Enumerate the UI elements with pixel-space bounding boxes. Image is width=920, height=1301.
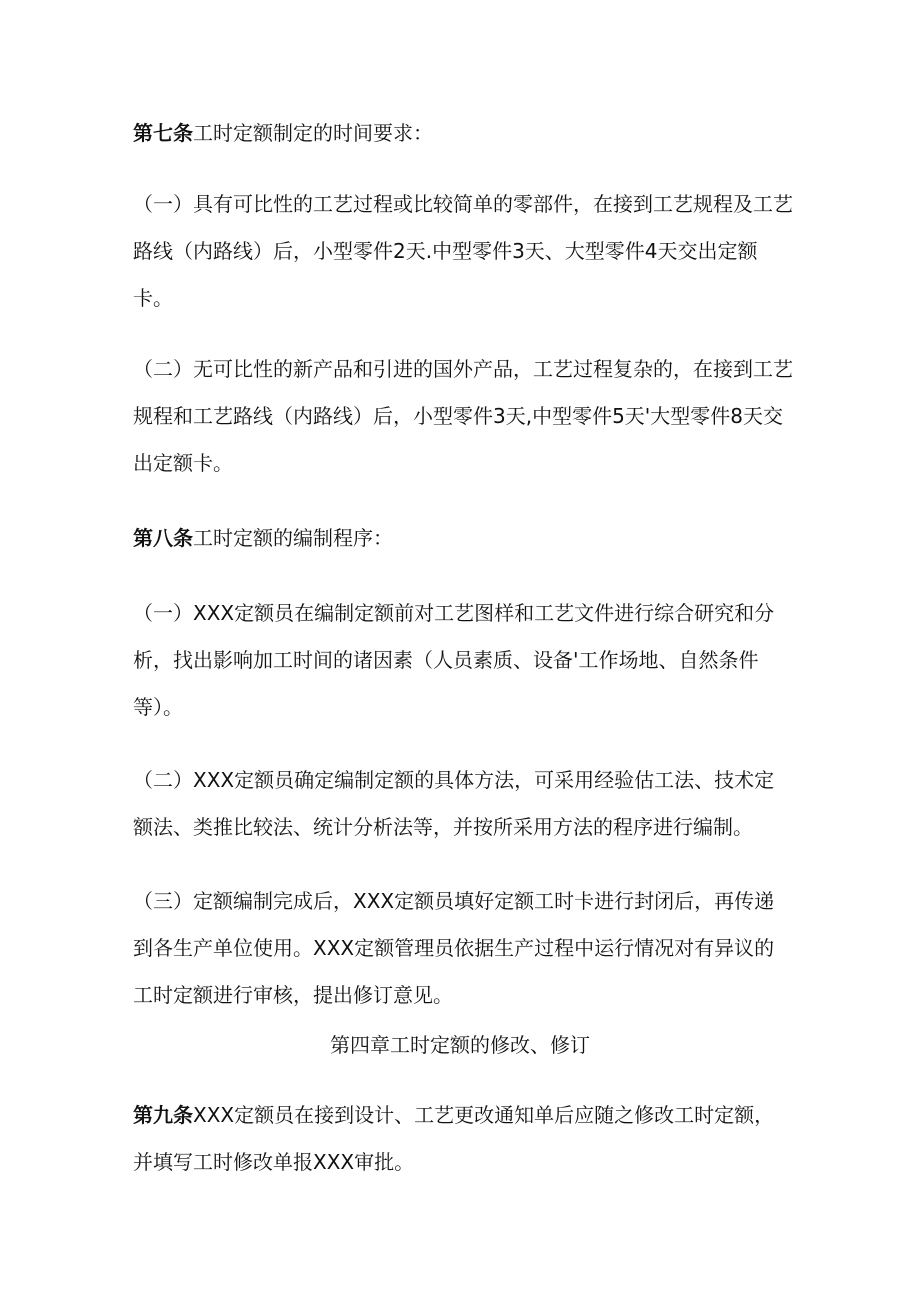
article-9-label: 第九条 (133, 1103, 193, 1127)
article-9-text: XXX定额员在接到设计、工艺更改通知单后应随之修改工时定额，并填写工时修改单报XXX审批。 (133, 1103, 775, 1174)
article-8-heading (133, 515, 793, 562)
article-8-label: 第八条 (133, 526, 193, 550)
article-7-item-1: （一）具有可比性的工艺过程或比较简单的零部件，在接到工艺规程及工艺路线（内路线）后，小型零件2天.中型零件3天、大型零件4天交出定额卡。 (133, 192, 793, 310)
article-8-text: 工时定额的编制程序： (193, 526, 393, 550)
article-8-item-2: （二）XXX定额员确定编制定额的具体方法，可采用经验估工法、技术定额法、类推比较法、统计分析法等，并按所采用方法的程序进行编制。 (133, 768, 775, 839)
article-7-text: 工时定额制定的时间要求： (193, 121, 433, 145)
article-8-item-3: （三）定额编制完成后，XXX定额员填好定额工时卡进行封闭后，再传递到各生产单位使用。XXX定额管理员依据生产过程中运行情况对有异议的工时定额进行审核，提出修订意见。 (133, 889, 775, 1007)
article-7-label: 第七条 (133, 121, 193, 145)
chapter-4-title: 第四章工时定额的修改、修订 (330, 1033, 590, 1057)
article-7-item-2: （二）无可比性的新产品和引进的国外产品，工艺过程复杂的，在接到工艺规程和工艺路线（内路线）后，小型零件3天,中型零件5天'大型零件8天交出定额卡。 (133, 357, 793, 475)
article-9 (133, 1092, 793, 1186)
article-8-item-1: （一）XXX定额员在编制定额前对工艺图样和工艺文件进行综合研究和分析，找出影响加工时间的诸因素（人员素质、设备'工作场地、自然条件等）。 (133, 601, 775, 719)
article-7-heading (133, 110, 793, 157)
